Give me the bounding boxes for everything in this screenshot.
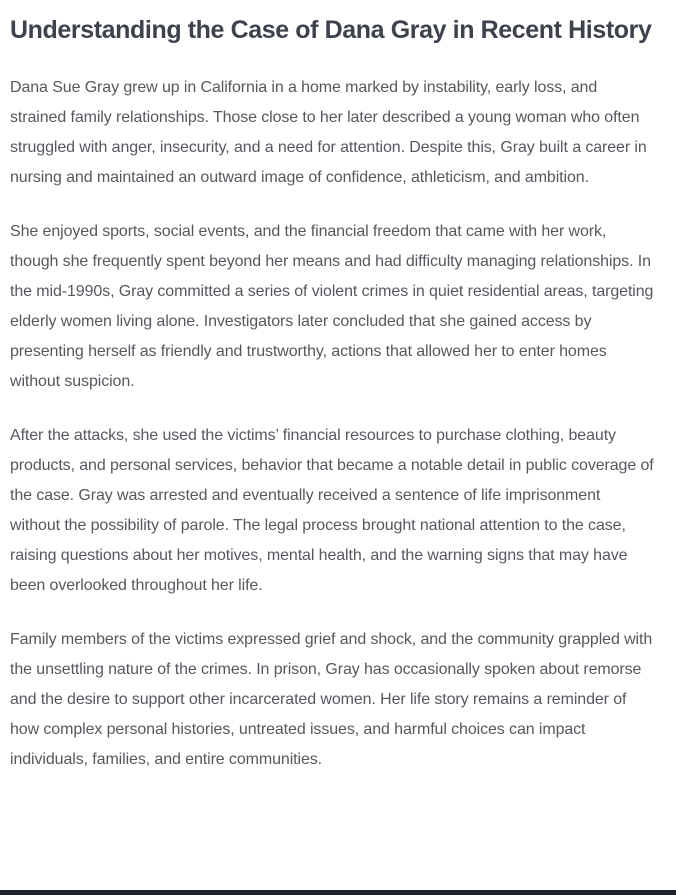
article-paragraph: Dana Sue Gray grew up in California in a home marked by instability, early loss, and strained family relationships. Those close to her later described a young woman who often struggled with anger, insecurity, and a need for attention. Despite this, Gray built a career in nursing and maintained an outward image of confidence, athleticism, and ambition.	[10, 79, 647, 186]
article-paragraph: After the attacks, she used the victims’ financial resources to purchase clothing, beauty products, and personal services, behavior that became a notable detail in public coverage of the case. Gray was arrested and eventually received a sentence of life imprisonment without the possibility of parole. The legal process brought national attention to the case, raising questions about her motives, mental health, and the warning signs that may have been overlooked throughout her life.	[10, 427, 654, 594]
article-paragraph: Family members of the victims expressed grief and shock, and the community grappled with the unsettling nature of the crimes. In prison, Gray has occasionally spoken about remorse and the desire to support other incarcerated women. Her life story remains a reminder of how complex personal histories, untreated issues, and harmful choices can impact individuals, families, and entire communities.	[10, 631, 653, 768]
bottom-edge-bar	[0, 890, 676, 895]
page-title: Understanding the Case of Dana Gray in Recent History	[10, 16, 652, 44]
article-paragraph: She enjoyed sports, social events, and the financial freedom that came with her work, though she frequently spent beyond her means and had difficulty managing relationships. In the mid-1990s, Gray committed a series of violent crimes in quiet residential areas, targeting elderly women living alone. Investigators later concluded that she gained access by presenting herself as friendly and trustworthy, actions that allowed her to enter homes without suspicion.	[10, 223, 654, 390]
